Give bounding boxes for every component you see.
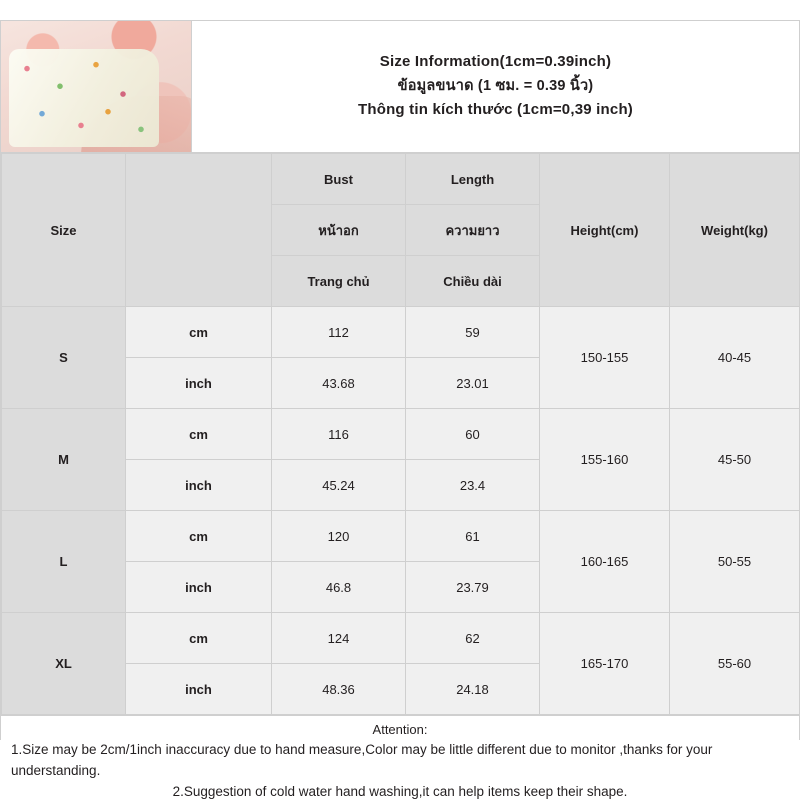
title-thai: ข้อมูลขนาด (1 ซม. = 0.39 นิ้ว): [397, 77, 594, 94]
chart-title-block: [192, 21, 799, 152]
s-weight: 40-45: [670, 307, 800, 409]
row-size-l: L: [2, 511, 126, 613]
chart-header: [1, 21, 799, 153]
header-height: Height(cm): [540, 154, 670, 307]
row-unit-inch: inch: [126, 460, 272, 511]
attention-line-1: 1.Size may be 2cm/1inch inaccuracy due to hand measure,Color may be little different due to monitor ,thanks for your understanding.: [11, 742, 713, 778]
row-unit-inch: inch: [126, 562, 272, 613]
table-header-row-1: [2, 154, 800, 205]
attention-block: [1, 715, 799, 811]
title-vietnamese: Thông tin kích thước (1cm=0,39 inch): [357, 101, 634, 119]
measurements-table: [1, 153, 800, 715]
row-size-s: S: [2, 307, 126, 409]
attention-line-2: 2.Suggestion of cold water hand washing,it can help items keep their shape.: [172, 783, 628, 799]
header-length-th: ความยาว: [406, 205, 540, 256]
header-weight: Weight(kg): [670, 154, 800, 307]
m-bust-cm: 116: [272, 409, 406, 460]
s-length-inch: 23.01: [406, 358, 540, 409]
xl-bust-inch: 48.36: [272, 664, 406, 715]
s-height: 150-155: [540, 307, 670, 409]
row-unit-cm: cm: [126, 409, 272, 460]
title-english: Size Information(1cm=0.39inch): [379, 53, 612, 71]
s-bust-cm: 112: [272, 307, 406, 358]
m-length-cm: 60: [406, 409, 540, 460]
xl-height: 165-170: [540, 613, 670, 715]
header-size: Size: [2, 154, 126, 307]
header-bust-en: Bust: [272, 154, 406, 205]
m-bust-inch: 45.24: [272, 460, 406, 511]
row-unit-cm: cm: [126, 307, 272, 358]
row-size-xl: XL: [2, 613, 126, 715]
s-length-cm: 59: [406, 307, 540, 358]
m-height: 155-160: [540, 409, 670, 511]
l-bust-inch: 46.8: [272, 562, 406, 613]
table-row: [2, 511, 800, 562]
xl-length-cm: 62: [406, 613, 540, 664]
attention-title: Attention:: [372, 722, 428, 737]
row-size-m: M: [2, 409, 126, 511]
header-unit-spacer: [126, 154, 272, 307]
xl-length-inch: 24.18: [406, 664, 540, 715]
row-unit-inch: inch: [126, 358, 272, 409]
m-length-inch: 23.4: [406, 460, 540, 511]
table-row: [2, 409, 800, 460]
l-length-cm: 61: [406, 511, 540, 562]
xl-weight: 55-60: [670, 613, 800, 715]
product-photo: [1, 21, 192, 152]
photo-floral-fabric: [9, 49, 159, 147]
header-length-en: Length: [406, 154, 540, 205]
table-row: [2, 307, 800, 358]
header-bust-vi: Trang chủ: [272, 256, 406, 307]
row-unit-cm: cm: [126, 613, 272, 664]
l-height: 160-165: [540, 511, 670, 613]
s-bust-inch: 43.68: [272, 358, 406, 409]
table-row: [2, 613, 800, 664]
row-unit-inch: inch: [126, 664, 272, 715]
size-chart: [0, 20, 800, 799]
l-length-inch: 23.79: [406, 562, 540, 613]
row-unit-cm: cm: [126, 511, 272, 562]
l-weight: 50-55: [670, 511, 800, 613]
xl-bust-cm: 124: [272, 613, 406, 664]
m-weight: 45-50: [670, 409, 800, 511]
l-bust-cm: 120: [272, 511, 406, 562]
header-length-vi: Chiều dài: [406, 256, 540, 307]
header-bust-th: หน้าอก: [272, 205, 406, 256]
